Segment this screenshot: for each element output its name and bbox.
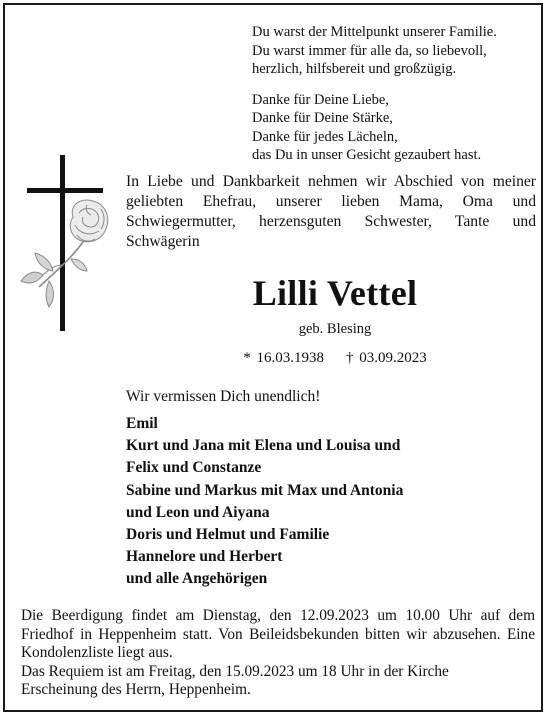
burial-info: Die Beerdigung findet am Dienstag, den 12.09.2023 um 10.00 Uhr auf dem Friedhof in Heppenheim statt. Von Beileidsbekunden bitten wir abzusehen. Eine Kondolenzliste liegt aus.: [21, 607, 535, 662]
poem-stanza-1: [252, 23, 542, 79]
poem-line: Du warst immer für alle da, so liebevoll,: [252, 42, 487, 59]
mourner-entry: Felix und Constanze: [126, 459, 262, 477]
funeral-details: [21, 607, 535, 700]
mourner-entry: Doris und Helmut und Familie: [126, 526, 330, 544]
cross-with-rose: [15, 147, 125, 332]
life-dates: [165, 348, 505, 368]
poem-line: Danke für jedes Lächeln,: [252, 128, 398, 145]
poem-line: Danke für Deine Stärke,: [252, 110, 393, 126]
farewell-intro: In Liebe und Dankbarkeit nehmen wir Abschied von meiner geliebten Ehefrau, unserer lieben Mama, Oma und Schwiegermutter, herzensguten Schwester, Tante und Schwägerin: [126, 173, 536, 250]
mourner-entry: Sabine und Markus mit Max und Antonia: [126, 481, 404, 499]
death-date: † 03.09.2023: [346, 350, 427, 366]
mourner-entry: und Leon und Aiyana: [126, 503, 270, 521]
mourner-entry: Kurt und Jana mit Elena und Louisa und: [126, 437, 401, 455]
poem-line: Danke für Deine Liebe,: [252, 91, 389, 108]
mourner-entry: Hannelore und Herbert: [126, 548, 283, 566]
poem-line: Du warst der Mittelpunkt unserer Familie.: [252, 24, 497, 40]
deceased-name: Lilli Vettel: [252, 273, 418, 313]
mourner-entry: und alle Angehörigen: [126, 570, 268, 588]
requiem-info-line-1: Das Requiem ist am Freitag, den 15.09.2023 um 18 Uhr in der Kirche: [21, 662, 449, 680]
birth-date: * 16.03.1938: [243, 350, 324, 366]
missing-you-text: Wir vermissen Dich unendlich!: [126, 388, 321, 405]
maiden-name: geb. Blesing: [298, 321, 372, 337]
requiem-info-line-2: Erscheinung des Herrn, Heppenheim.: [21, 681, 251, 699]
mourner-entry: Emil: [126, 415, 158, 432]
mourners-list: [126, 413, 526, 591]
poem-line: das Du in unser Gesicht gezaubert hast.: [252, 147, 482, 163]
cross-icon: [27, 155, 103, 331]
poem-stanza-2: [252, 91, 542, 165]
poem-line: herzlich, hilfsbereit und großzügig.: [252, 61, 457, 77]
poem: [252, 23, 542, 165]
obituary-notice: [3, 3, 543, 712]
